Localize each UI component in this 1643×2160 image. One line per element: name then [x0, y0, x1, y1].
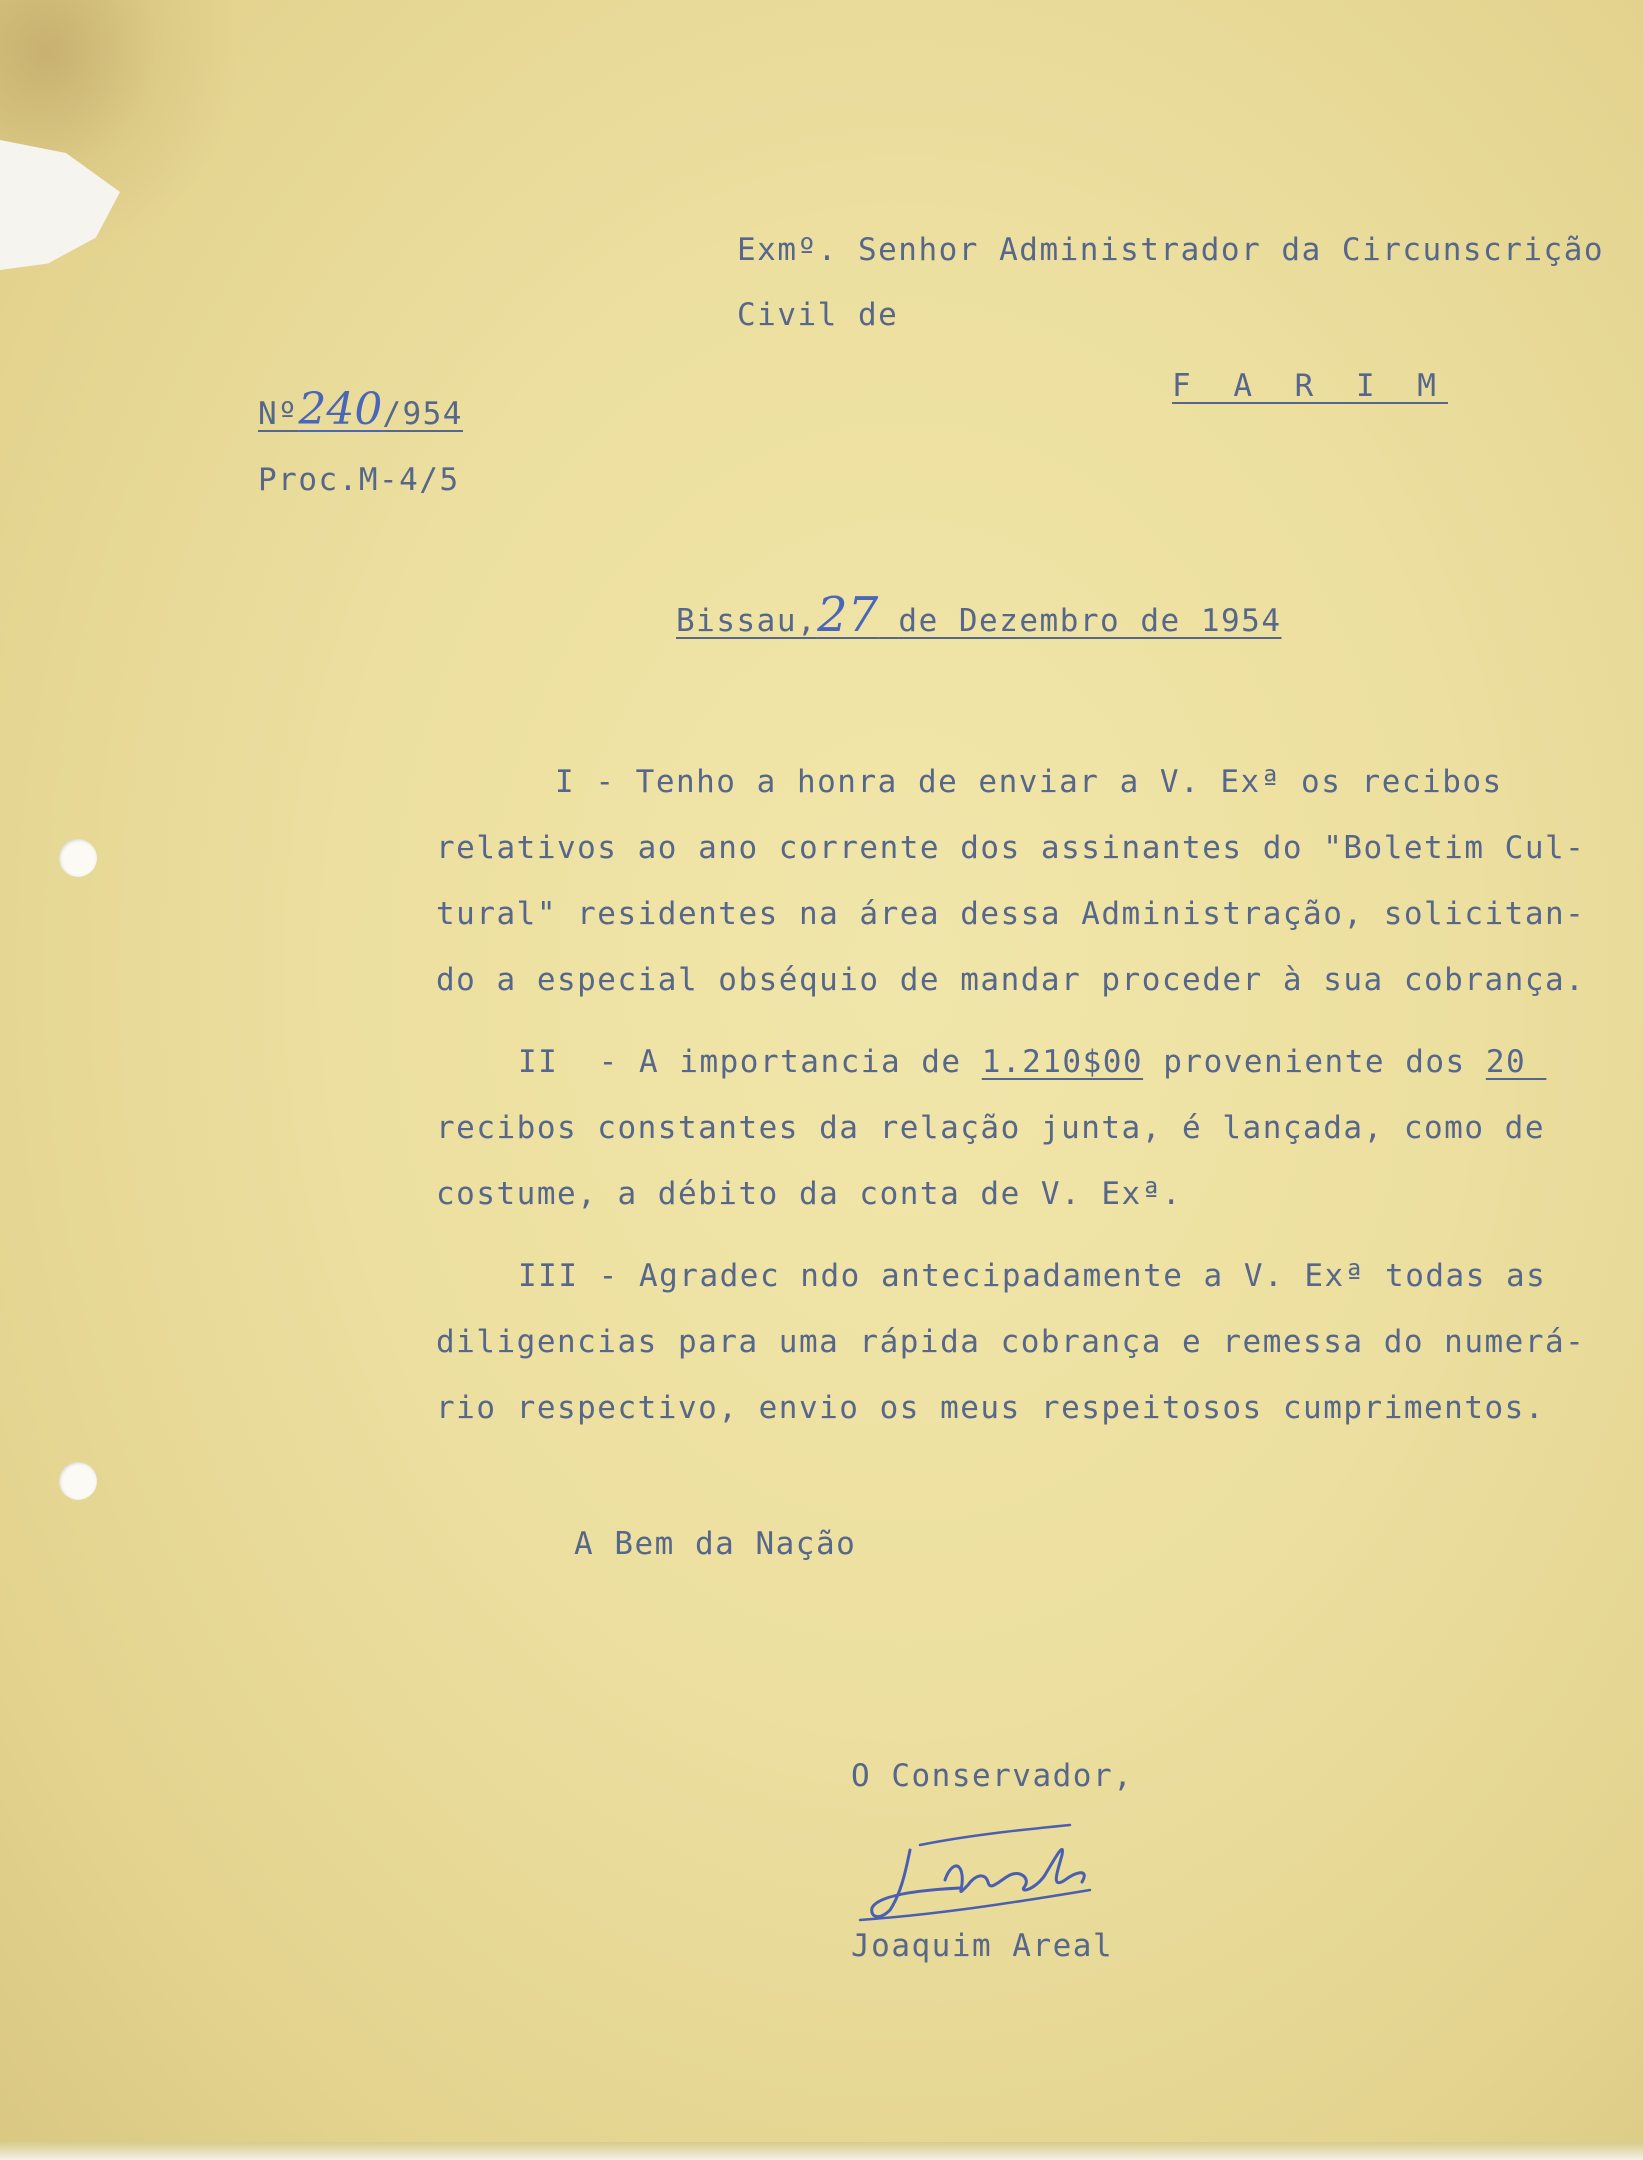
paragraph-1-line-4: do a especial obséquio de mandar proceder à sua cobrança. — [436, 962, 1586, 998]
reference-number — [258, 384, 463, 435]
paragraph-1-line-3: tural" residentes na área dessa Administração, solicitan- — [436, 896, 1586, 932]
ref-number: 240 — [298, 384, 383, 435]
p2-prefix: II - A importancia de — [518, 1044, 982, 1080]
date-place: Bissau, — [676, 603, 818, 639]
handwritten-signature — [850, 1820, 1130, 1940]
receipt-count: 20 — [1485, 1044, 1547, 1080]
paragraph-3-line-3: rio respectivo, envio os meus respeitosos cumprimentos. — [436, 1390, 1545, 1426]
punch-hole-top — [59, 839, 97, 877]
addressee-line-2: Civil de — [737, 297, 899, 333]
paragraph-3-line-1: III - Agradec ndo antecipadamente a V. Exª todas as — [518, 1258, 1547, 1294]
paragraph-1-line-2: relativos ao ano corrente dos assinantes do "Boletim Cul- — [436, 830, 1586, 866]
date-rest: de Dezembro de 1954 — [898, 603, 1282, 639]
p2-mid: proveniente dos — [1143, 1044, 1486, 1080]
date-day: 27 — [817, 587, 879, 643]
punch-hole-bottom — [59, 1462, 97, 1500]
addressee-line-1: Exmº. Senhor Administrador da Circunscrição — [737, 232, 1605, 268]
signatory-name: Joaquim Areal — [851, 1928, 1114, 1964]
date-line — [676, 587, 1282, 643]
ref-year: /954 — [382, 396, 463, 432]
paragraph-2-line-3: costume, a débito da conta de V. Exª. — [436, 1176, 1183, 1212]
paragraph-3-line-2: diligencias para uma rápida cobrança e remessa do numerá- — [436, 1324, 1586, 1360]
amount: 1.210$00 — [981, 1044, 1144, 1080]
paragraph-2-line-2: recibos constantes da relação junta, é lançada, como de — [436, 1110, 1545, 1146]
closing-salutation: A Bem da Nação — [574, 1526, 857, 1562]
ref-prefix: Nº — [258, 396, 299, 432]
process-reference: Proc.M-4/5 — [258, 462, 460, 498]
paragraph-2-line-1 — [518, 1042, 1546, 1082]
signer-title: O Conservador, — [851, 1758, 1134, 1794]
page-edge — [0, 2142, 1643, 2160]
destination: F A R I M — [1172, 368, 1448, 404]
paragraph-1-line-1: I - Tenho a honra de enviar a V. Exª os recibos — [555, 764, 1503, 800]
